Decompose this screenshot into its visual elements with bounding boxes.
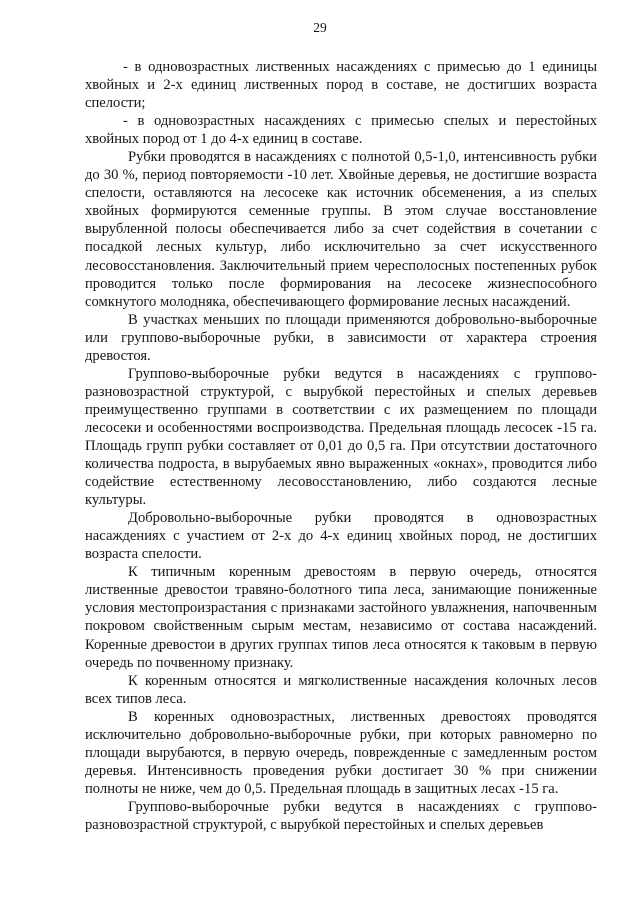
page-number: 29 [313, 20, 327, 35]
paragraph-typical-native-stands: К типичным коренным древостоям в первую очередь, относятся лиственные древостои травяно-болотного типа леса, занимающие пониженные условия местопроизрастания с признаками застойного увлажнения, напочвенным покровом свойственным сырым местам, независимо от состава насаждений. Коренные древостои в других группах типов леса относятся к таковым в первую очередь по почвенному признаку. [85, 564, 597, 671]
paragraph-felling-conditions: Рубки проводятся в насаждениях с полнотой 0,5-1,0, интенсивность рубки до 30 %, период повторяемости -10 лет. Хвойные деревья, не достигшие возраста спелости, оставляются на лесосеке как источник обсеменения, а из спелых хвойных формируются семенные группы. В этом случае восстановление вырубленной полосы обеспечивается либо за счет содействия в сочетании с посадкой лесных культур, либо исключительно за счет искусственного лесовосстановления. Заключительный прием чересполосных постепенных рубок проводится только после формирования на лесосеке жизнеспособного сомкнутого молодняка, обеспечивающего формирование лесных насаждений. [85, 149, 597, 310]
body-text [85, 58, 597, 834]
paragraph-native-deciduous-felling: В коренных одновозрастных, лиственных древостоях проводятся исключительно добровольно-выборочные рубки, при которых равномерно по площади вырубаются, в первую очередь, поврежденные с замедленным ростом деревья. Интенсивность проведения рубки достигает 30 % при снижении полноты не ниже, чем до 0,5. Предельная площадь в защитных лесах -15 га. [85, 708, 597, 797]
paragraph-group-selective-continued: Группово-выборочные рубки ведутся в насаждениях с группово-разновозрастной структурой, с вырубкой перестойных и спелых деревьев [85, 798, 597, 833]
paragraph-voluntary-selective-felling: Добровольно-выборочные рубки проводятся в одновозрастных насаждениях с участием от 2-х до 4-х единиц хвойных пород, не достигших возраста спелости. [85, 510, 597, 563]
list-item-mixed-stands: - в одновозрастных насаждениях с примесью спелых и перестойных хвойных пород от 1 до 4-х единиц в составе. [85, 113, 597, 148]
paragraph-kolok-forests: К коренным относятся и мягколиственные насаждения колочных лесов всех типов леса. [85, 672, 597, 707]
list-item-deciduous-stands: - в одновозрастных лиственных насаждениях с примесью до 1 единицы хвойных и 2-х единиц лиственных пород в составе, не достигших возраста спелости; [85, 59, 597, 112]
paragraph-group-selective-felling: Группово-выборочные рубки ведутся в насаждениях с группово-разновозрастной структурой, с вырубкой перестойных и спелых деревьев преимущественно группами в соответствии с их размещением по площади лесосеки и особенностями воспроизводства. Предельная площадь лесосек -15 га. Площадь групп рубки составляет от 0,01 до 0,5 га. При отсутствии достаточного количества подроста, в вырубаемых явно выраженных «окнах», проводится либо содействие естественному лесовосстановлению, либо создаются лесные культуры. [85, 365, 597, 509]
paragraph-small-areas: В участках меньших по площади применяются добровольно-выборочные или группово-выборочные рубки, в зависимости от характера строения древостоя. [85, 311, 597, 364]
